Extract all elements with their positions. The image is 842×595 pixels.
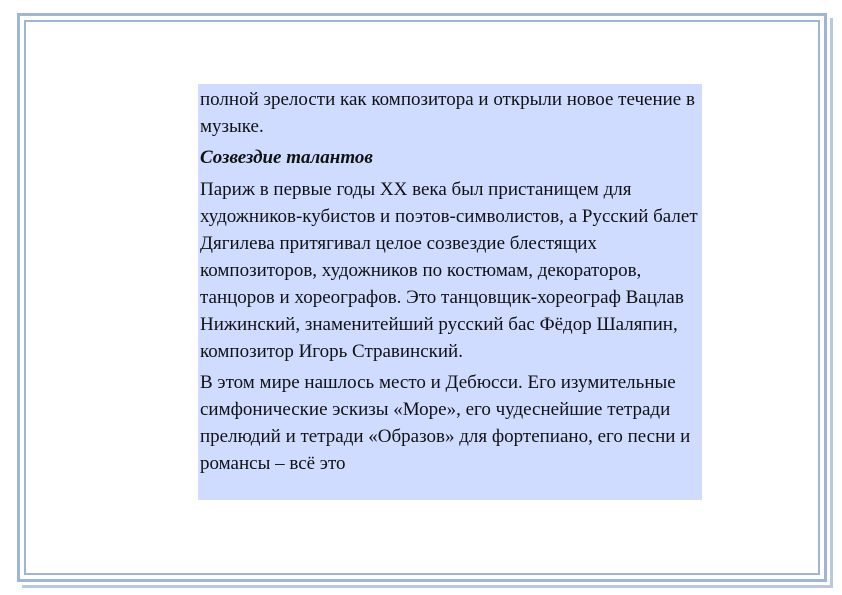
paragraph-intro: полной зрелости как композитора и открыли новое течение в музыке.	[200, 89, 695, 137]
section-heading: Созвездие талантов	[200, 147, 373, 168]
text-box[interactable]	[198, 84, 702, 500]
paragraph-paris: Париж в первые годы XX века был пристанищем для художников-кубистов и поэтов-символистов, а Русский балет Дягилева притягивал целое созвездие блестящих композиторов, художников по костюмам, декораторов, танцоров и хореографов. Это танцовщик-хореограф Вацлав Нижинский, знаменитейший русский бас Фёдор Шаляпин, композитор Игорь Стравинский.	[200, 179, 698, 362]
paragraph-debussy: В этом мире нашлось место и Дебюсси. Его изумительные симфонические эскизы «Море», его чудеснейшие тетради прелюдий и тетради «Образов» для фортепиано, его песни и романсы – всё это	[200, 372, 691, 474]
